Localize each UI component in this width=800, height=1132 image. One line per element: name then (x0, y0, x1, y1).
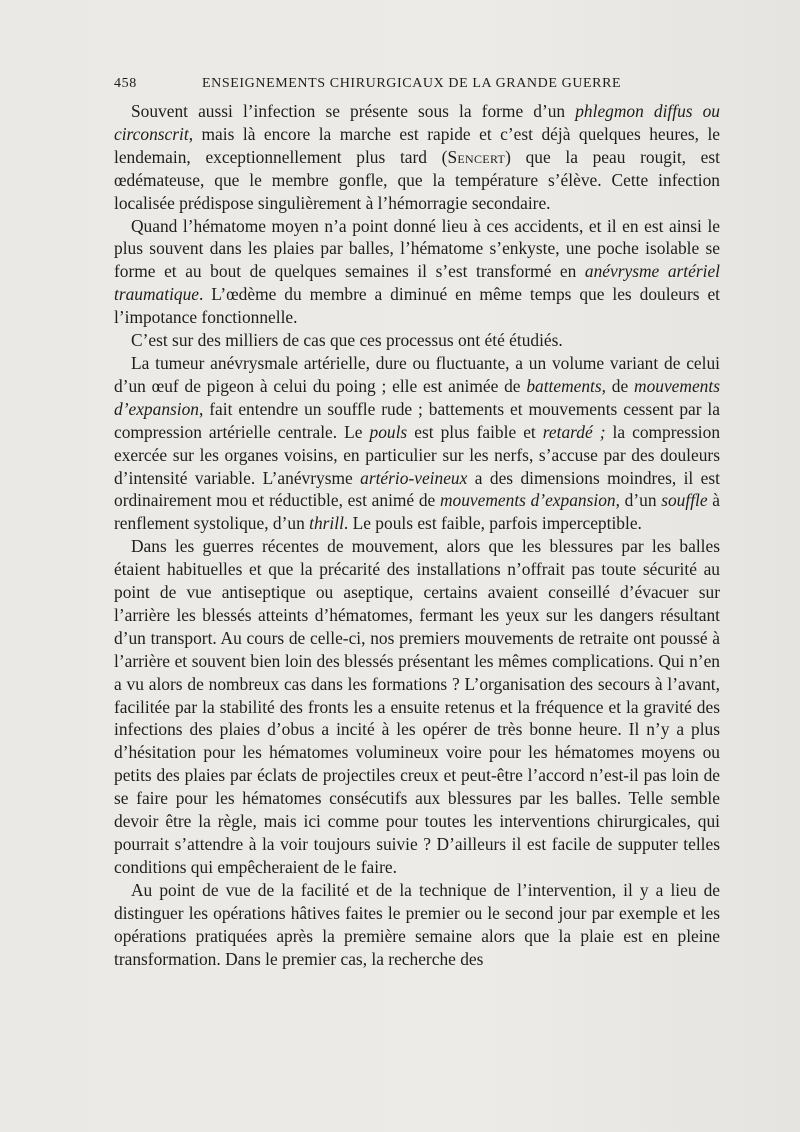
text-segment: , d’un (615, 490, 662, 511)
text-segment: . L’œdème du membre a diminué en même temps que les douleurs et l’impotance fonctionnelle. (114, 284, 720, 328)
italic-term: retardé ; (542, 421, 606, 442)
text-segment: La tumeur anévrysmale artérielle, dure ou fluctuante, a un volume variant de celui d’un œuf de pigeon à celui du poing ; elle est animée de (114, 352, 720, 396)
italic-term: souffle (661, 490, 708, 511)
italic-term: mouvements d’expansion (439, 490, 616, 511)
paragraph (114, 352, 720, 535)
running-title: ENSEIGNEMENTS CHIRURGICAUX DE LA GRANDE GUERRE (202, 76, 622, 91)
text-segment: , de (601, 375, 635, 396)
text-segment: . Le pouls est faible, parfois imperceptible. (343, 513, 642, 534)
text-segment: à renflement systolique, d’un (114, 490, 721, 534)
paragraph (114, 879, 720, 971)
page-number: 458 (114, 76, 137, 91)
italic-term: battements (526, 375, 602, 396)
author-name: Sencert (447, 146, 506, 167)
paragraph (114, 329, 720, 352)
italic-term: phlegmon diffus ou circonscrit (114, 101, 721, 144)
text-segment: Au point de vue de la facilité et de la technique de l’intervention, il y a lieu de distinguer les opérations hâtives faites le premier ou le second jour par exemple et les opérations pratiquées après la première semaine alors que la plaie est en pleine transformation. Dans le premier cas, la recherche des (114, 879, 720, 969)
italic-term: anévrysme artériel traumatique (114, 261, 720, 305)
text-segment: Souvent aussi l’infection se présente sous la forme d’un (131, 101, 576, 121)
text-segment: , mais là encore la marche est rapide et c’est déjà quelques heures, le lendemain, exceptionnellement plus tard ( (114, 123, 720, 167)
italic-term: pouls (369, 421, 408, 442)
italic-term: thrill (309, 513, 344, 534)
text-segment: la compression exercée sur les organes voisins, en particulier sur les nerfs, s’accuse par des douleurs d’intensité variable. L’anévrysme (114, 421, 721, 488)
text-segment: Dans les guerres récentes de mouvement, alors que les blessures par les balles étaient habituelles et que la précarité des installations n’offrait pas toute sécurité au point de vue antiseptique ou aseptique, certains avaient conseillé d’évacuer sur l’arrière les blessés atteints d’hématomes, fermant les yeux sur les dangers résultant d’un transport. Au cours de celle-ci, nos premiers mouvements de retraite ont poussé à l’arrière et souvent bien loin des blessés présentant les mêmes complications. Qui n’en a vu alors de nombreux cas dans les formations ? L’organisation des secours à l’avant, facilitée par la stabilité des fronts les a ensuite retenus et la fréquence et la gravité des infections des plaies d’obus a incité à les opérer de très bonne heure. Il n’y a plus d’hésitation pour les hématomes volumineux voire pour les hématomes moyens ou petits des plaies par éclats de projectiles creux et peut-être l’accord n’est-il pas loin de se faire pour les hématomes consécutifs aux blessures par les balles. Telle semble devoir être la règle, mais ici comme pour toutes les interventions chirurgicales, qui pourrait s’attendre à la voir toujours suivie ? D’ailleurs il est facile de supputer telles conditions qui empêcheraient de le faire. (114, 536, 720, 877)
italic-term: artério-veineux (360, 467, 468, 488)
text-segment: C’est sur des milliers de cas que ces processus ont été étudiés. (131, 330, 563, 351)
text-segment: a des dimensions moindres, il est ordinairement mou et réductible, est animé de (114, 467, 720, 511)
italic-term: mouvements d’expansion (114, 375, 720, 419)
text-segment: Quand l’hématome moyen n’a point donné lieu à ces accidents, et il en est ainsi le plus souvent dans les plaies par balles, l’hématome s’enkyste, une poche isolable se forme et au bout de quelques semaines il s’est transformé en (114, 215, 720, 282)
text-segment: est plus faible et (407, 421, 543, 442)
running-header (114, 76, 714, 96)
text-segment: , fait entendre un souffle rude ; battements et mouvements cessent par la compression artérielle centrale. Le (114, 398, 720, 442)
body-text (114, 100, 720, 970)
paragraph (114, 100, 720, 215)
paragraph (114, 535, 720, 879)
paragraph (114, 215, 720, 330)
text-segment: ) que la peau rougit, est œdémateuse, que le membre gonfle, que la température s’élève. Cette infection localisée prédispose singulièrement à l’hémorragie secondaire. (114, 146, 720, 213)
